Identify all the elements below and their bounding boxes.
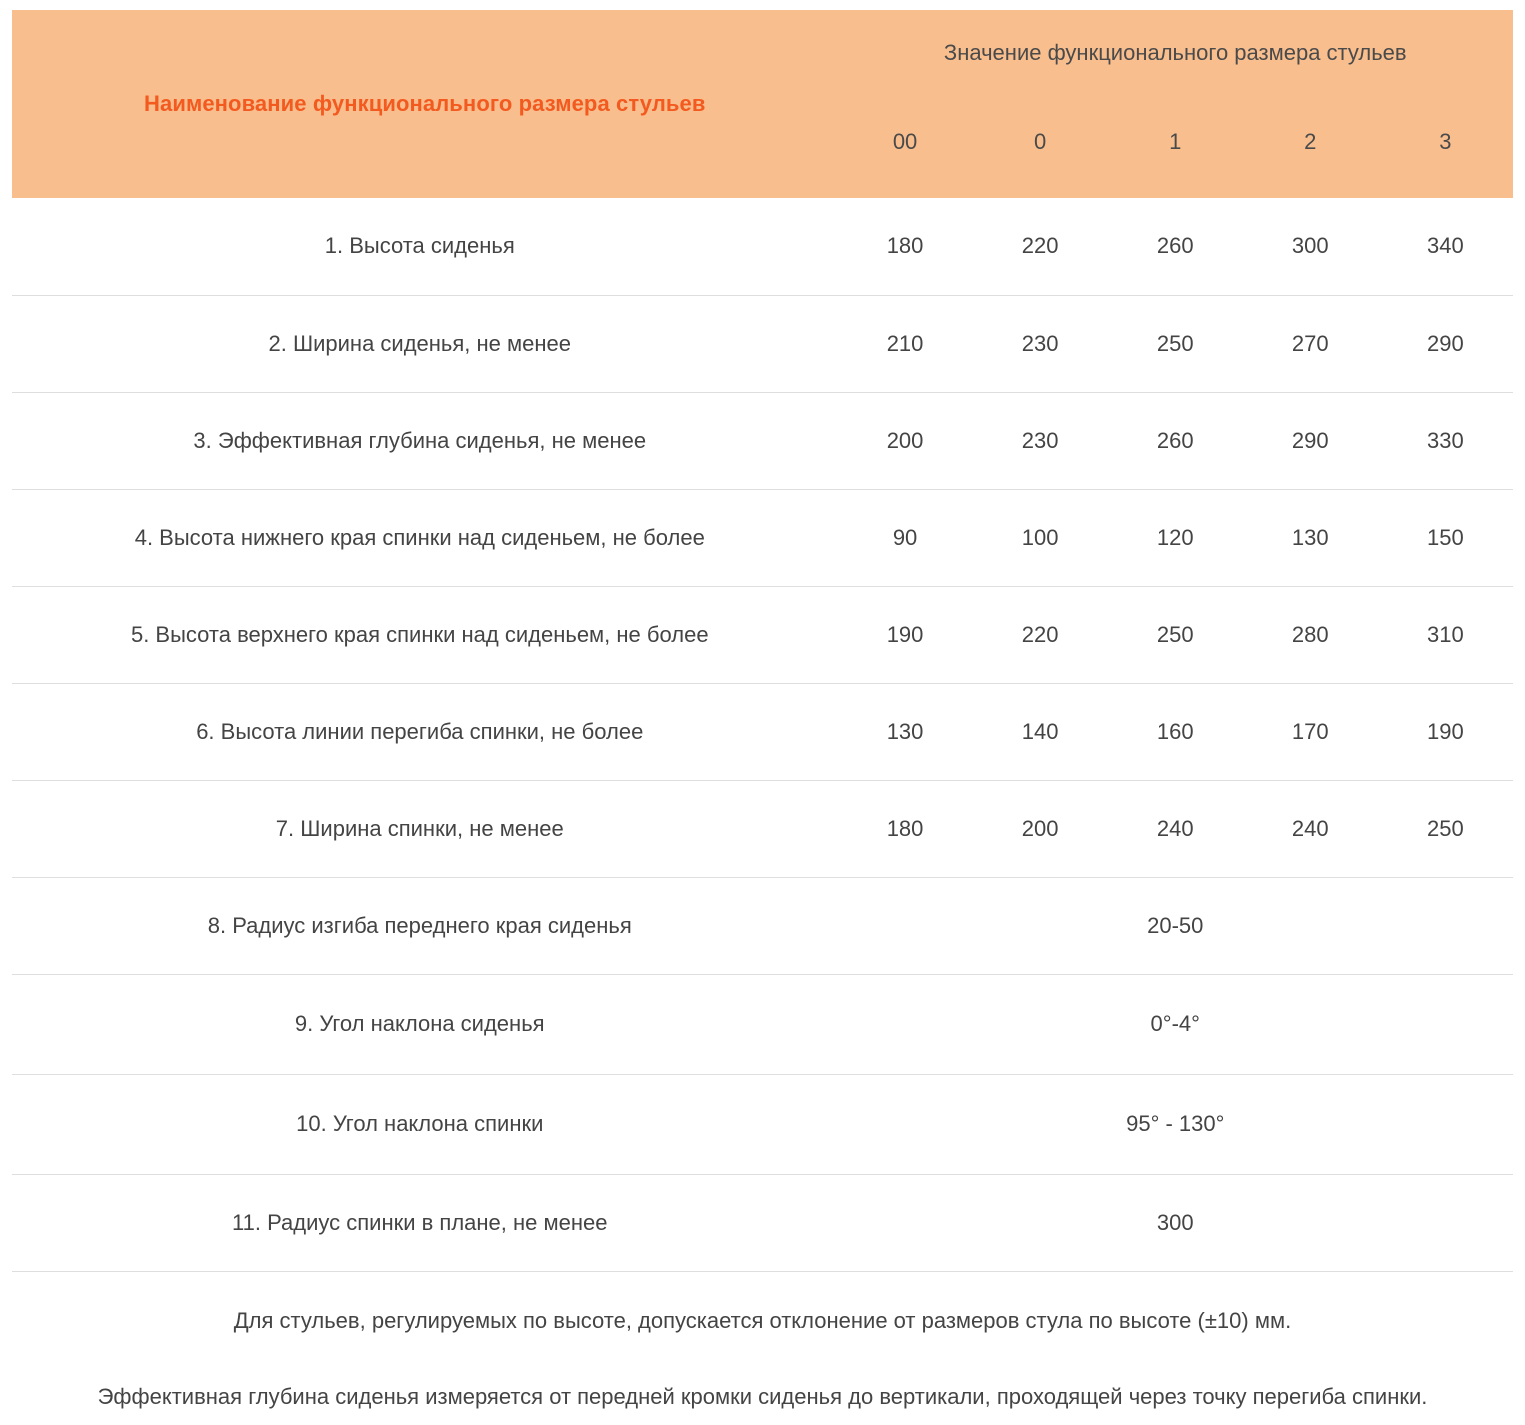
cell-value: 230 (1021, 427, 1059, 453)
size-header-3: 3 (1378, 96, 1513, 198)
table-row (12, 1174, 1513, 1271)
table-row (12, 1074, 1513, 1174)
table-row (12, 877, 1513, 974)
cell-value: 250 (1427, 815, 1464, 841)
cell-value: 210 (886, 330, 924, 356)
row-label: 4. Высота нижнего края спинки над сиденьем, не более (134, 524, 705, 550)
table-row (12, 295, 1513, 392)
table-row (12, 780, 1513, 877)
table-header (12, 10, 1513, 198)
table-row (12, 392, 1513, 489)
row-label: 3. Эффективная глубина сиденья, не менее (193, 427, 647, 453)
table-body (12, 198, 1513, 1271)
chair-size-table (12, 10, 1513, 1272)
cell-value: 240 (1291, 815, 1329, 841)
cell-value: 100 (1021, 524, 1059, 550)
cell-value: 200 (1021, 815, 1059, 841)
size-header-2: 2 (1243, 96, 1378, 198)
cell-value: 330 (1427, 427, 1464, 453)
cell-value: 240 (1156, 815, 1194, 841)
cell-value: 130 (1291, 524, 1329, 550)
value-group-header: Значение функционального размера стульев (838, 10, 1513, 96)
cell-value: 260 (1156, 427, 1194, 453)
size-header-0: 0 (973, 96, 1108, 198)
footnote-effective-depth: Эффективная глубина сиденья измеряется от передней кромки сиденья до вертикали, проходящей через точку перегиба спинки. (97, 1384, 1428, 1409)
cell-value: 290 (1291, 427, 1329, 453)
cell-value: 250 (1156, 330, 1194, 356)
row-label: 6. Высота линии перегиба спинки, не более (196, 718, 644, 744)
cell-value: 150 (1427, 524, 1464, 550)
cell-value: 190 (886, 621, 924, 647)
chair-size-table-container (12, 10, 1513, 1272)
cell-value: 300 (1291, 233, 1329, 259)
cell-value: 200 (886, 427, 924, 453)
merged-cell-value: 20-50 (1147, 912, 1204, 938)
cell-value: 140 (1021, 718, 1059, 744)
table-row (12, 198, 1513, 295)
cell-value: 160 (1156, 718, 1194, 744)
row-label: 1. Высота сиденья (324, 233, 515, 259)
merged-cell-value: 95° - 130° (1126, 1111, 1225, 1136)
table-row (12, 489, 1513, 586)
cell-value: 280 (1291, 621, 1329, 647)
cell-value: 220 (1021, 621, 1059, 647)
cell-value: 220 (1021, 233, 1059, 259)
cell-value: 250 (1156, 621, 1194, 647)
cell-value: 190 (1427, 718, 1464, 744)
row-label: 9. Угол наклона сиденья (294, 1011, 545, 1036)
name-column-header: Наименование функционального размера стульев (12, 10, 838, 198)
table-row (12, 586, 1513, 683)
row-label: 7. Ширина спинки, не менее (275, 815, 564, 841)
cell-value: 130 (886, 718, 924, 744)
row-label: 2. Ширина сиденья, не менее (268, 330, 572, 356)
cell-value: 270 (1291, 330, 1329, 356)
cell-value: 180 (886, 233, 924, 259)
row-label: 11. Радиус спинки в плане, не менее (232, 1209, 608, 1235)
footnote-height-tolerance: Для стульев, регулируемых по высоте, допускается отклонение от размеров стула по высоте (±10) мм. (233, 1308, 1292, 1333)
cell-value: 180 (886, 815, 924, 841)
cell-value: 260 (1156, 233, 1194, 259)
size-header-00: 00 (838, 96, 973, 198)
merged-cell-value: 0°-4° (1150, 1011, 1200, 1036)
cell-value: 340 (1427, 233, 1464, 259)
row-label: 5. Высота верхнего края спинки над сиденьем, не более (130, 621, 709, 647)
table-row (12, 683, 1513, 780)
cell-value: 90 (892, 524, 918, 550)
cell-value: 120 (1156, 524, 1194, 550)
merged-cell-value: 300 (1156, 1209, 1194, 1235)
size-header-1: 1 (1108, 96, 1243, 198)
cell-value: 310 (1427, 621, 1464, 647)
row-label: 10. Угол наклона спинки (296, 1111, 544, 1136)
table-row (12, 974, 1513, 1074)
cell-value: 230 (1021, 330, 1059, 356)
row-label: 8. Радиус изгиба переднего края сиденья (207, 912, 632, 938)
cell-value: 170 (1291, 718, 1329, 744)
cell-value: 290 (1427, 330, 1464, 356)
